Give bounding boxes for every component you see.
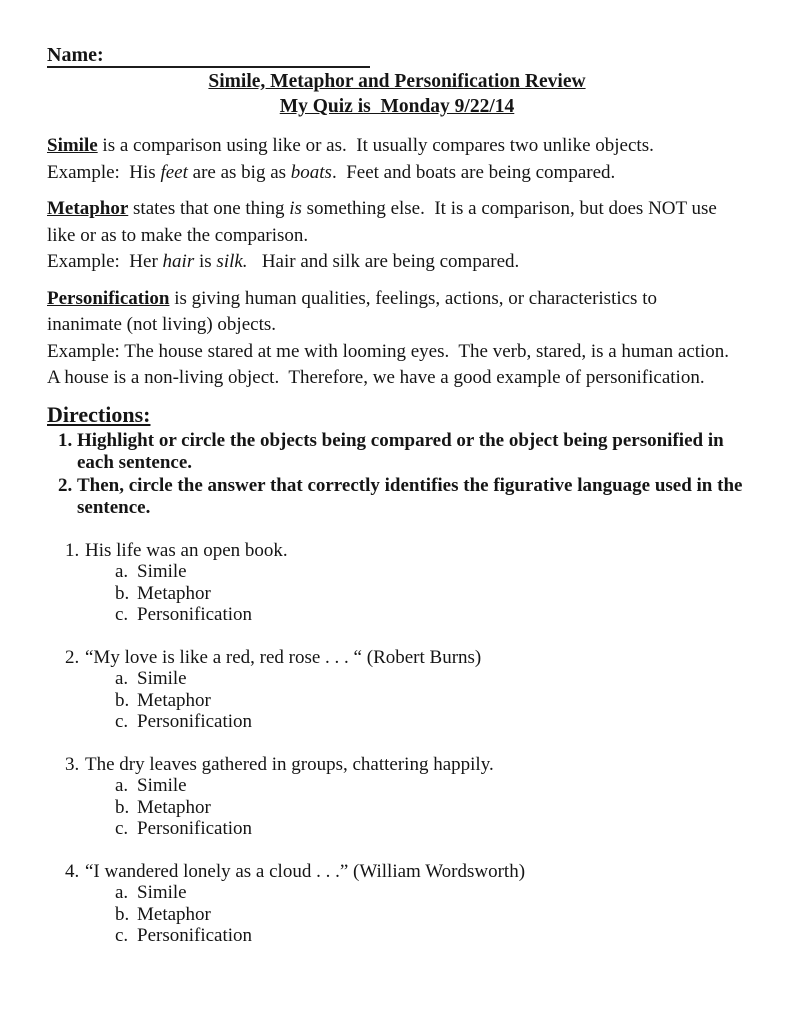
question-number: 2. bbox=[65, 646, 80, 668]
question-number: 1. bbox=[65, 539, 80, 561]
definition-term: Simile bbox=[47, 135, 98, 156]
name-line bbox=[47, 44, 747, 69]
answer-option bbox=[47, 711, 747, 733]
answer-option bbox=[47, 904, 747, 926]
definition-text: boats bbox=[290, 161, 332, 183]
definition-text: feet bbox=[160, 161, 188, 183]
question bbox=[47, 754, 747, 840]
directions-heading bbox=[47, 402, 747, 428]
definition-line bbox=[47, 365, 747, 392]
definition-line bbox=[47, 160, 747, 187]
answer-option bbox=[47, 690, 747, 712]
definition-text: hair bbox=[162, 251, 195, 272]
option-label: Simile bbox=[137, 882, 187, 903]
directions-item-line: each sentence. bbox=[77, 452, 193, 473]
definition-text: is bbox=[194, 251, 217, 272]
option-label: Metaphor bbox=[137, 903, 211, 925]
option-letter: a. bbox=[115, 775, 129, 796]
directions-list bbox=[47, 430, 747, 520]
definition-text: states that one thing bbox=[128, 198, 290, 219]
option-label: Personification bbox=[137, 818, 253, 839]
answer-option bbox=[47, 882, 747, 904]
option-label: Personification bbox=[137, 604, 253, 625]
option-label: Personification bbox=[137, 711, 253, 732]
question-number: 3. bbox=[65, 753, 80, 775]
answer-option bbox=[47, 561, 747, 583]
definition-text: inanimate (not living) objects. bbox=[47, 314, 277, 335]
option-label: Metaphor bbox=[137, 689, 211, 711]
question-text-row bbox=[47, 754, 747, 776]
definition-paragraph bbox=[47, 286, 747, 392]
definition-text: are as big as bbox=[187, 161, 291, 183]
question bbox=[47, 540, 747, 626]
definition-paragraph bbox=[47, 133, 747, 186]
option-letter: c. bbox=[115, 818, 129, 839]
definition-paragraph bbox=[47, 196, 747, 276]
question-text: “My love is like a red, red rose . . . “ (Robert Burns) bbox=[85, 646, 482, 668]
option-label: Simile bbox=[137, 561, 187, 582]
question-text: His life was an open book. bbox=[85, 539, 288, 561]
question-text-row bbox=[47, 540, 747, 562]
option-letter: a. bbox=[115, 882, 129, 903]
answer-option bbox=[47, 775, 747, 797]
definition-term: Personification bbox=[47, 287, 170, 309]
document-title-line1: Simile, Metaphor and Personification Review bbox=[208, 71, 586, 92]
option-letter: a. bbox=[115, 561, 129, 582]
definition-term: Metaphor bbox=[47, 198, 129, 219]
answer-option bbox=[47, 818, 747, 840]
definition-line bbox=[47, 223, 747, 250]
question-text-row bbox=[47, 647, 747, 669]
answer-option bbox=[47, 925, 747, 947]
option-letter: b. bbox=[115, 582, 130, 604]
questions-list bbox=[47, 540, 747, 947]
option-label: Simile bbox=[137, 668, 187, 689]
directions-item-number: 1. bbox=[58, 429, 73, 451]
directions-item-text bbox=[77, 475, 747, 520]
directions-item bbox=[47, 475, 747, 520]
answer-option bbox=[47, 668, 747, 690]
directions-item-text bbox=[77, 430, 747, 475]
option-letter: c. bbox=[115, 604, 129, 625]
option-letter: c. bbox=[115, 925, 129, 946]
definition-text: . Feet and boats are being compared. bbox=[331, 161, 616, 183]
directions-item-number: 2. bbox=[58, 474, 73, 496]
option-letter: b. bbox=[115, 689, 130, 711]
definition-text: like or as to make the comparison. bbox=[47, 224, 309, 246]
definition-text: Example: The house stared at me with looming eyes. The verb, stared, is a human action. bbox=[47, 340, 730, 362]
answer-option bbox=[47, 604, 747, 626]
definition-text: is bbox=[289, 198, 302, 219]
question-text-row bbox=[47, 861, 747, 883]
name-label: Name: bbox=[47, 44, 104, 66]
directions-heading-text: Directions: bbox=[47, 401, 151, 427]
definition-text: is giving human qualities, feelings, actions, or characteristics to bbox=[169, 287, 657, 309]
definition-line bbox=[47, 249, 747, 276]
definition-line bbox=[47, 286, 747, 313]
definition-line bbox=[47, 312, 747, 339]
answer-option bbox=[47, 797, 747, 819]
definition-text: something else. It is a comparison, but does NOT use bbox=[301, 198, 717, 219]
option-label: Personification bbox=[137, 925, 253, 946]
question-number: 4. bbox=[65, 860, 80, 882]
directions-item-line: Highlight or circle the objects being compared or the object being personified in bbox=[77, 429, 724, 451]
definition-text: Example: His bbox=[47, 161, 161, 183]
answer-option bbox=[47, 583, 747, 605]
option-label: Metaphor bbox=[137, 582, 211, 604]
option-letter: c. bbox=[115, 711, 129, 732]
option-letter: a. bbox=[115, 668, 129, 689]
directions-item-line: sentence. bbox=[77, 497, 151, 518]
name-blank-underline bbox=[47, 44, 370, 68]
definition-line bbox=[47, 339, 747, 366]
option-letter: b. bbox=[115, 796, 130, 818]
definition-line bbox=[47, 196, 747, 223]
option-label: Metaphor bbox=[137, 796, 211, 818]
document-title-line2: My Quiz is Monday 9/22/14 bbox=[279, 96, 515, 117]
directions-item-line: Then, circle the answer that correctly identifies the figurative language used in the bbox=[77, 474, 743, 496]
question bbox=[47, 861, 747, 947]
definitions bbox=[47, 133, 747, 392]
option-letter: b. bbox=[115, 903, 130, 925]
definition-text: is a comparison using like or as. It usually compares two unlike objects. bbox=[97, 135, 654, 156]
definition-line bbox=[47, 133, 747, 160]
directions-item bbox=[47, 430, 747, 475]
definition-text: silk. bbox=[216, 251, 248, 272]
question-text: The dry leaves gathered in groups, chattering happily. bbox=[85, 753, 494, 775]
definition-text: A house is a non-living object. Therefore, we have a good example of personification. bbox=[47, 367, 705, 388]
definition-text: Hair and silk are being compared. bbox=[247, 251, 520, 272]
option-label: Simile bbox=[137, 775, 187, 796]
question bbox=[47, 647, 747, 733]
question-text: “I wandered lonely as a cloud . . .” (William Wordsworth) bbox=[85, 860, 526, 882]
definition-text: Example: Her bbox=[47, 251, 163, 272]
